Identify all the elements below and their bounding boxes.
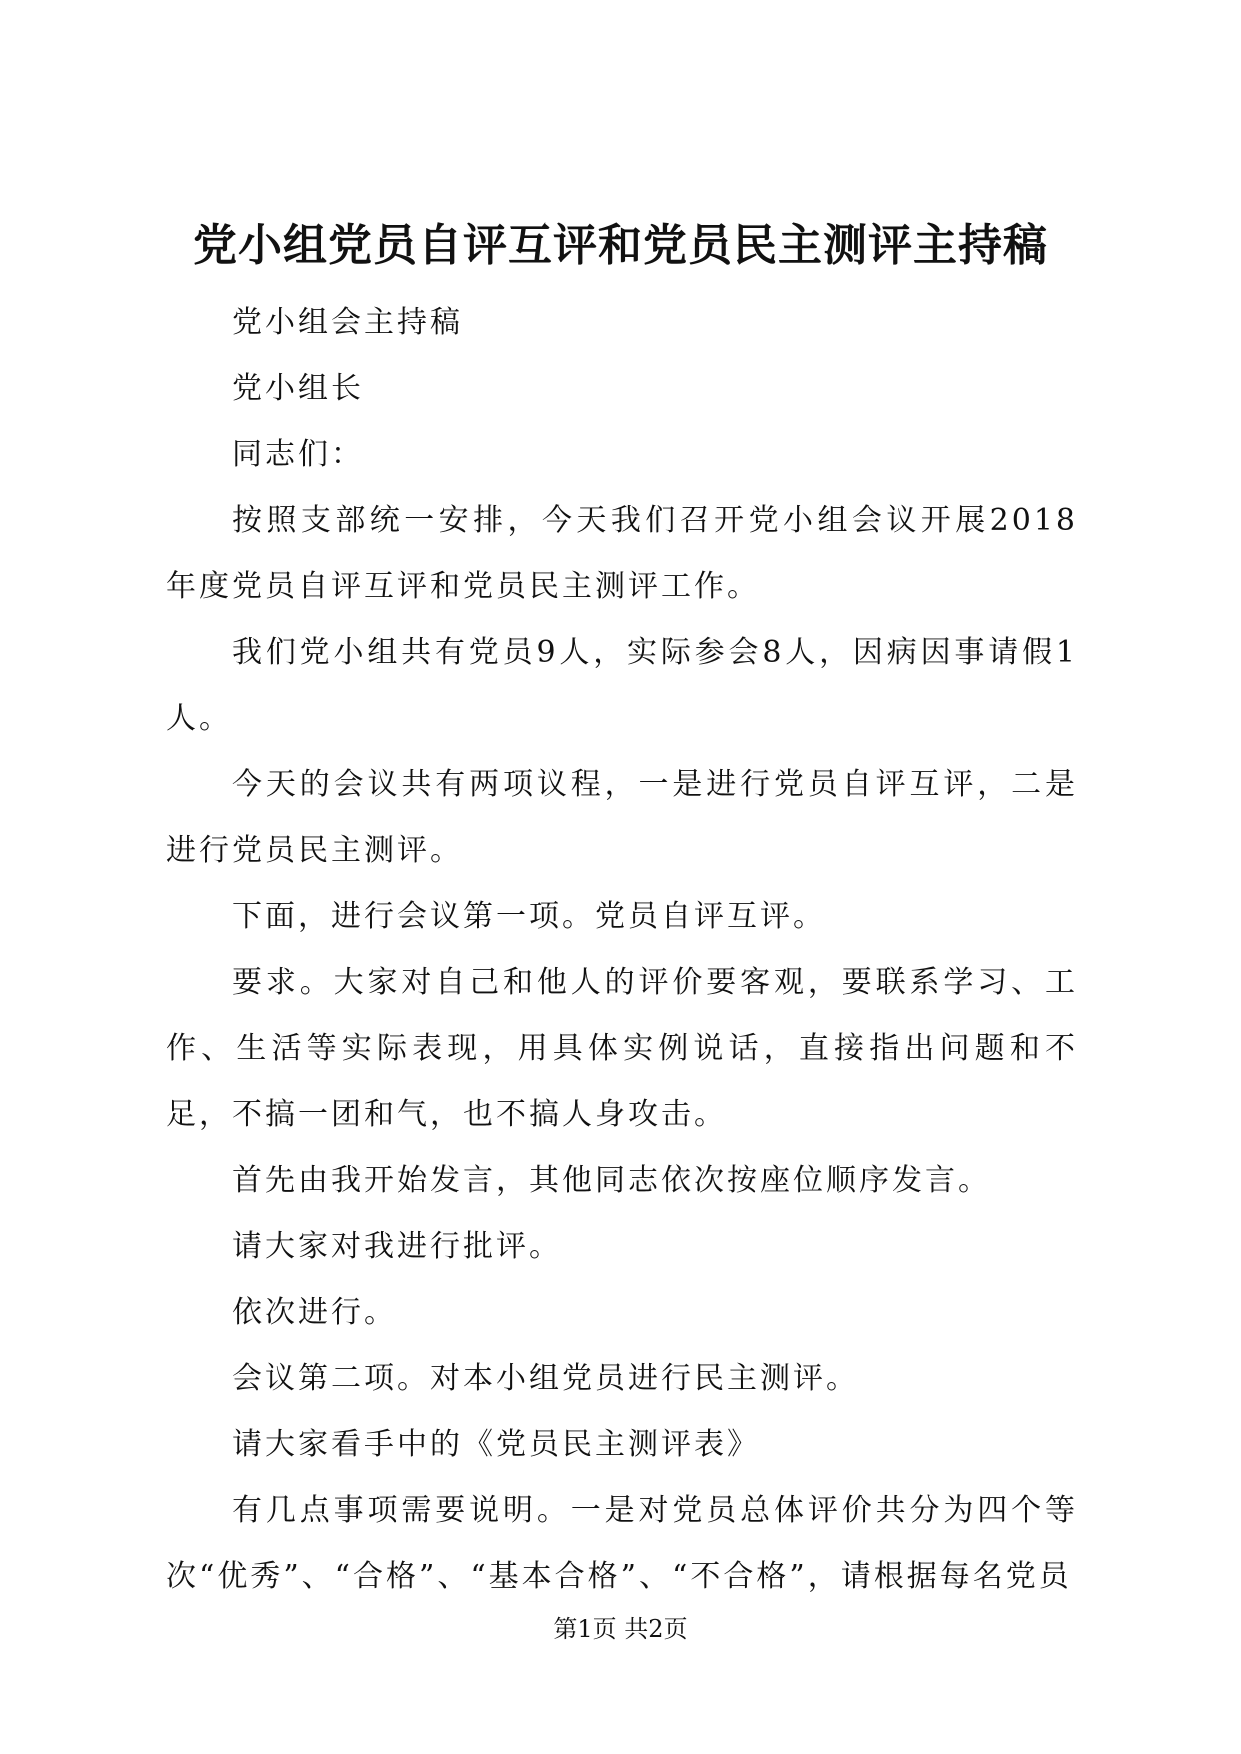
paragraph: 首先由我开始发言，其他同志依次按座位顺序发言。 (232, 1163, 991, 1198)
paragraph: 同志们： (232, 437, 364, 472)
paragraph: 今天的会议共有两项议程，一是进行党员自评互评，二是进行党员民主测评。 (166, 767, 1078, 868)
paragraph: 按照支部统一安排，今天我们召开党小组会议开展2018年度党员自评互评和党员民主测评工作。 (166, 503, 1078, 604)
paragraph: 我们党小组共有党员9人，实际参会8人，因病因事请假1人。 (166, 635, 1078, 736)
paragraph: 请大家对我进行批评。 (232, 1229, 562, 1264)
paragraph: 党小组会主持稿 (232, 305, 463, 340)
paragraph: 依次进行。 (232, 1295, 397, 1330)
paragraph: 下面，进行会议第一项。党员自评互评。 (232, 899, 826, 934)
paragraph: 会议第二项。对本小组党员进行民主测评。 (232, 1361, 859, 1396)
paragraph: 要求。大家对自己和他人的评价要客观，要联系学习、工作、生活等实际表现，用具体实例说话，直接指出问题和不足，不搞一团和气，也不搞人身攻击。 (166, 965, 1078, 1132)
document-title: 党小组党员自评互评和党员民主测评主持稿 (193, 220, 1048, 271)
paragraph: 请大家看手中的《党员民主测评表》 (232, 1427, 760, 1462)
page-number-footer: 第1页 共2页 (553, 1615, 688, 1643)
document-body (166, 290, 1078, 1610)
paragraph: 党小组长 (232, 371, 364, 406)
paragraph: 有几点事项需要说明。一是对党员总体评价共分为四个等次“优秀”、“合格”、“基本合格”、“不合格”，请根据每名党员 (166, 1493, 1078, 1594)
